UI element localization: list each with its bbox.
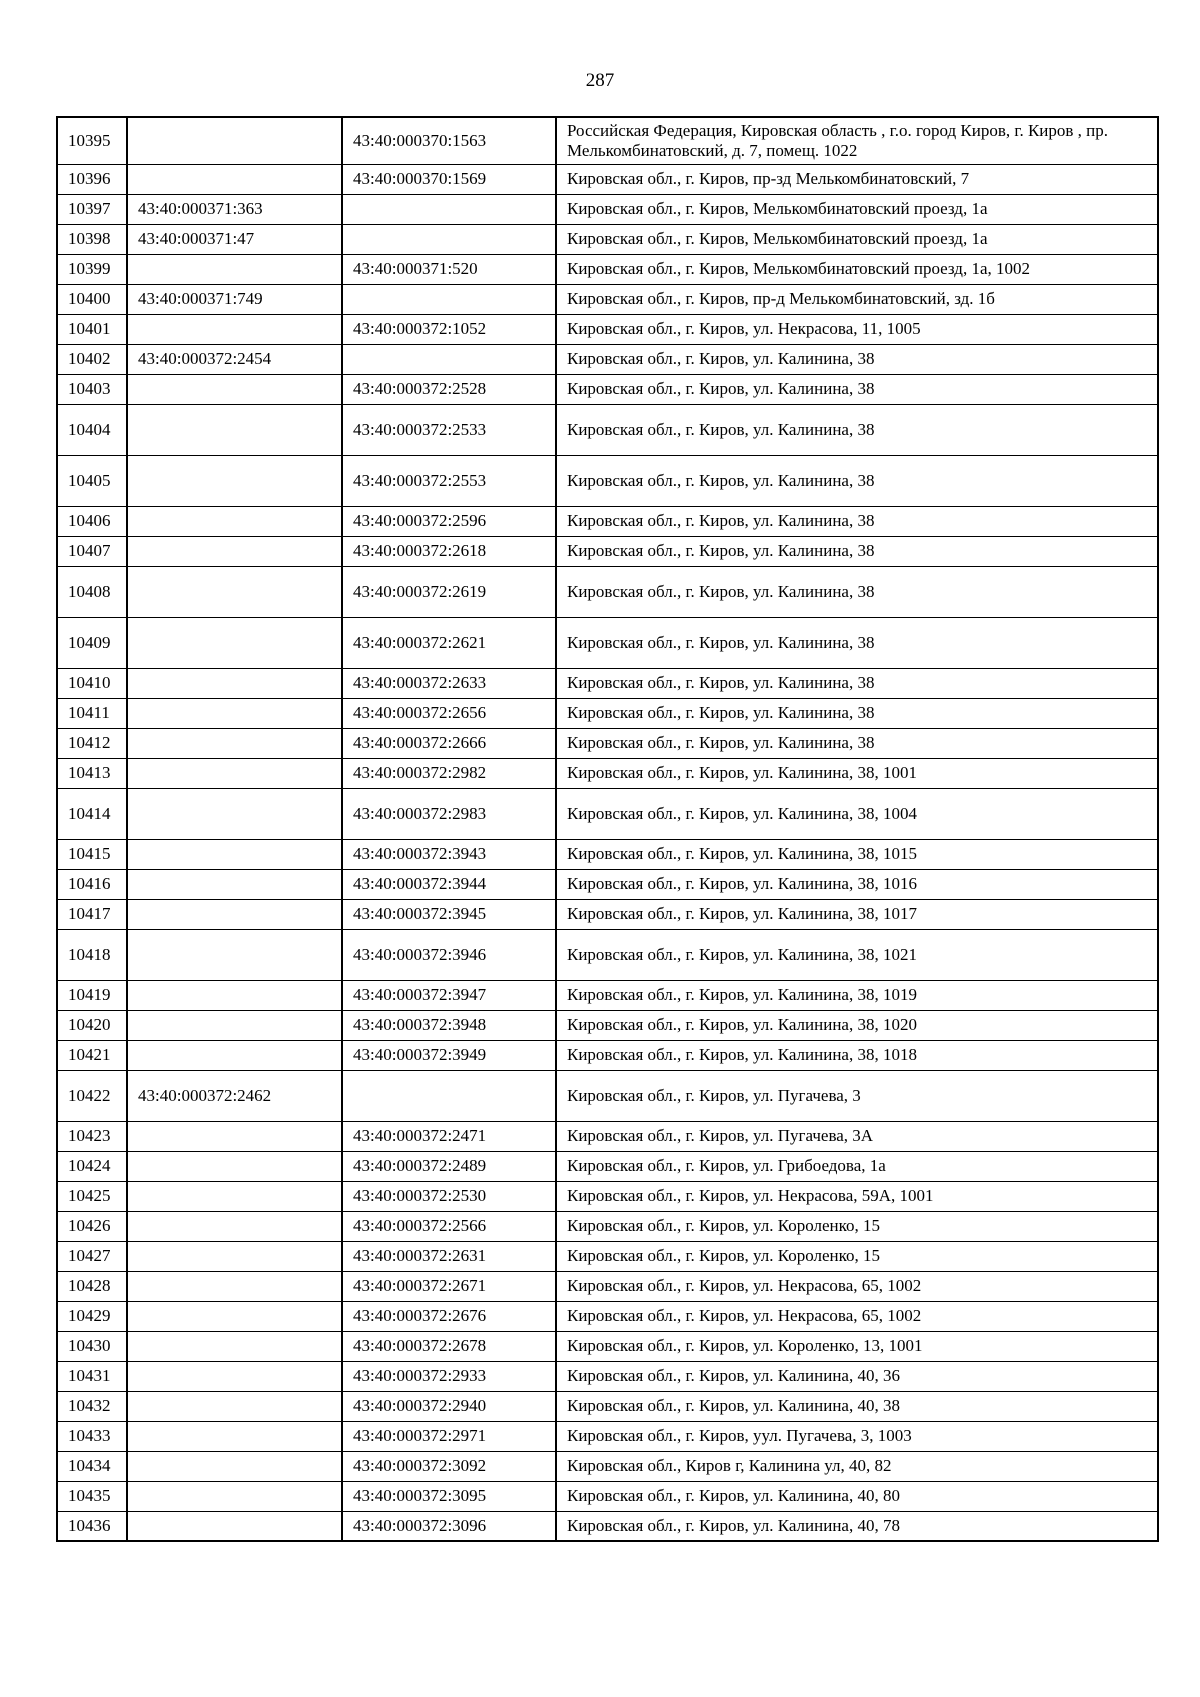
address-cell: Кировская обл., г. Киров, ул. Калинина, 38, 1018 — [556, 1040, 1158, 1070]
cadastral-number-cell — [127, 314, 342, 344]
premises-cadastral-number-cell: 43:40:000372:2533 — [342, 404, 556, 455]
row-number-cell: 10424 — [57, 1151, 127, 1181]
row-number-cell: 10426 — [57, 1211, 127, 1241]
cadastral-number-cell — [127, 1271, 342, 1301]
row-number-cell: 10433 — [57, 1421, 127, 1451]
premises-cadastral-number-cell: 43:40:000372:2471 — [342, 1121, 556, 1151]
row-number-cell: 10410 — [57, 668, 127, 698]
cadastral-number-cell — [127, 566, 342, 617]
premises-cadastral-number-cell: 43:40:000372:2933 — [342, 1361, 556, 1391]
table-row — [57, 1511, 1158, 1541]
row-number-cell: 10396 — [57, 164, 127, 194]
address-cell: Кировская обл., г. Киров, ул. Калинина, 40, 36 — [556, 1361, 1158, 1391]
premises-cadastral-number-cell: 43:40:000372:2619 — [342, 566, 556, 617]
table-row — [57, 1421, 1158, 1451]
address-cell: Кировская обл., г. Киров, ул. Некрасова, 11, 1005 — [556, 314, 1158, 344]
table-row — [57, 1481, 1158, 1511]
cadastral-number-cell — [127, 1151, 342, 1181]
cadastral-number-cell — [127, 788, 342, 839]
table-row — [57, 1121, 1158, 1151]
address-cell: Кировская обл., г. Киров, Мелькомбинатовский проезд, 1а, 1002 — [556, 254, 1158, 284]
cadastral-number-cell — [127, 899, 342, 929]
row-number-cell: 10406 — [57, 506, 127, 536]
cadastral-number-cell: 43:40:000371:749 — [127, 284, 342, 314]
premises-cadastral-number-cell: 43:40:000372:2971 — [342, 1421, 556, 1451]
row-number-cell: 10416 — [57, 869, 127, 899]
premises-cadastral-number-cell: 43:40:000372:2983 — [342, 788, 556, 839]
table-row — [57, 899, 1158, 929]
cadastral-number-cell — [127, 1301, 342, 1331]
registry-table — [56, 116, 1159, 1542]
row-number-cell: 10430 — [57, 1331, 127, 1361]
table-row — [57, 1181, 1158, 1211]
premises-cadastral-number-cell: 43:40:000372:3948 — [342, 1010, 556, 1040]
cadastral-number-cell — [127, 1040, 342, 1070]
cadastral-number-cell — [127, 929, 342, 980]
table-row — [57, 698, 1158, 728]
row-number-cell: 10422 — [57, 1070, 127, 1121]
address-cell: Кировская обл., г. Киров, Мелькомбинатовский проезд, 1а — [556, 194, 1158, 224]
address-cell: Кировская обл., г. Киров, ул. Калинина, 38, 1020 — [556, 1010, 1158, 1040]
row-number-cell: 10395 — [57, 117, 127, 164]
premises-cadastral-number-cell: 43:40:000372:1052 — [342, 314, 556, 344]
address-cell: Кировская обл., г. Киров, ул. Пугачева, 3 — [556, 1070, 1158, 1121]
premises-cadastral-number-cell: 43:40:000372:2553 — [342, 455, 556, 506]
premises-cadastral-number-cell: 43:40:000372:2621 — [342, 617, 556, 668]
premises-cadastral-number-cell: 43:40:000372:2633 — [342, 668, 556, 698]
row-number-cell: 10432 — [57, 1391, 127, 1421]
row-number-cell: 10420 — [57, 1010, 127, 1040]
row-number-cell: 10405 — [57, 455, 127, 506]
table-row — [57, 1451, 1158, 1481]
row-number-cell: 10407 — [57, 536, 127, 566]
row-number-cell: 10427 — [57, 1241, 127, 1271]
premises-cadastral-number-cell: 43:40:000372:2528 — [342, 374, 556, 404]
premises-cadastral-number-cell — [342, 344, 556, 374]
table-row — [57, 1151, 1158, 1181]
cadastral-number-cell — [127, 536, 342, 566]
cadastral-number-cell — [127, 758, 342, 788]
cadastral-number-cell — [127, 1451, 342, 1481]
address-cell: Кировская обл., г. Киров, ул. Калинина, 38, 1021 — [556, 929, 1158, 980]
row-number-cell: 10408 — [57, 566, 127, 617]
table-row — [57, 668, 1158, 698]
cadastral-number-cell — [127, 1511, 342, 1541]
premises-cadastral-number-cell: 43:40:000370:1563 — [342, 117, 556, 164]
row-number-cell: 10412 — [57, 728, 127, 758]
premises-cadastral-number-cell: 43:40:000372:3943 — [342, 839, 556, 869]
table-row — [57, 617, 1158, 668]
cadastral-number-cell: 43:40:000371:363 — [127, 194, 342, 224]
row-number-cell: 10434 — [57, 1451, 127, 1481]
cadastral-number-cell — [127, 617, 342, 668]
cadastral-number-cell — [127, 254, 342, 284]
cadastral-number-cell — [127, 164, 342, 194]
table-row — [57, 194, 1158, 224]
cadastral-number-cell — [127, 1331, 342, 1361]
premises-cadastral-number-cell: 43:40:000372:2666 — [342, 728, 556, 758]
table-row — [57, 536, 1158, 566]
cadastral-number-cell — [127, 869, 342, 899]
address-cell: Кировская обл., г. Киров, ул. Калинина, 40, 80 — [556, 1481, 1158, 1511]
address-cell: Кировская обл., г. Киров, ул. Калинина, 38 — [556, 455, 1158, 506]
table-row — [57, 374, 1158, 404]
address-cell: Кировская обл., г. Киров, ул. Калинина, 38 — [556, 668, 1158, 698]
cadastral-number-cell — [127, 1181, 342, 1211]
table-row — [57, 788, 1158, 839]
address-cell: Российская Федерация, Кировская область , г.о. город Киров, г. Киров , пр. Мелькомбинатовский, д. 7, помещ. 1022 — [556, 117, 1158, 164]
table-row — [57, 117, 1158, 164]
table-row — [57, 1391, 1158, 1421]
premises-cadastral-number-cell: 43:40:000372:2618 — [342, 536, 556, 566]
premises-cadastral-number-cell: 43:40:000372:3945 — [342, 899, 556, 929]
cadastral-number-cell: 43:40:000372:2454 — [127, 344, 342, 374]
row-number-cell: 10425 — [57, 1181, 127, 1211]
premises-cadastral-number-cell — [342, 224, 556, 254]
row-number-cell: 10404 — [57, 404, 127, 455]
table-row — [57, 254, 1158, 284]
address-cell: Кировская обл., г. Киров, ул. Калинина, 38 — [556, 728, 1158, 758]
cadastral-number-cell — [127, 117, 342, 164]
premises-cadastral-number-cell: 43:40:000372:2530 — [342, 1181, 556, 1211]
cadastral-number-cell — [127, 404, 342, 455]
premises-cadastral-number-cell: 43:40:000372:3092 — [342, 1451, 556, 1481]
table-row — [57, 314, 1158, 344]
table-row — [57, 224, 1158, 254]
cadastral-number-cell — [127, 1241, 342, 1271]
cadastral-number-cell — [127, 1211, 342, 1241]
premises-cadastral-number-cell: 43:40:000372:2671 — [342, 1271, 556, 1301]
row-number-cell: 10431 — [57, 1361, 127, 1391]
row-number-cell: 10400 — [57, 284, 127, 314]
premises-cadastral-number-cell: 43:40:000372:2489 — [342, 1151, 556, 1181]
address-cell: Кировская обл., г. Киров, ул. Калинина, 38 — [556, 404, 1158, 455]
premises-cadastral-number-cell — [342, 194, 556, 224]
premises-cadastral-number-cell: 43:40:000372:3947 — [342, 980, 556, 1010]
row-number-cell: 10423 — [57, 1121, 127, 1151]
premises-cadastral-number-cell: 43:40:000370:1569 — [342, 164, 556, 194]
address-cell: Кировская обл., г. Киров, ул. Калинина, 38, 1017 — [556, 899, 1158, 929]
table-row — [57, 404, 1158, 455]
premises-cadastral-number-cell: 43:40:000371:520 — [342, 254, 556, 284]
address-cell: Кировская обл., г. Киров, ул. Калинина, 38, 1004 — [556, 788, 1158, 839]
cadastral-number-cell — [127, 668, 342, 698]
table-row — [57, 506, 1158, 536]
address-cell: Кировская обл., г. Киров, ул. Калинина, 38 — [556, 506, 1158, 536]
premises-cadastral-number-cell: 43:40:000372:2678 — [342, 1331, 556, 1361]
row-number-cell: 10399 — [57, 254, 127, 284]
cadastral-number-cell — [127, 1481, 342, 1511]
address-cell: Кировская обл., г. Киров, ул. Некрасова, 59А, 1001 — [556, 1181, 1158, 1211]
address-cell: Кировская обл., г. Киров, ул. Некрасова, 65, 1002 — [556, 1301, 1158, 1331]
premises-cadastral-number-cell: 43:40:000372:2940 — [342, 1391, 556, 1421]
registry-body — [57, 117, 1158, 1541]
address-cell: Кировская обл., г. Киров, ул. Калинина, 40, 38 — [556, 1391, 1158, 1421]
table-row — [57, 980, 1158, 1010]
cadastral-number-cell — [127, 1391, 342, 1421]
address-cell: Кировская обл., г. Киров, ул. Калинина, 38 — [556, 536, 1158, 566]
address-cell: Кировская обл., г. Киров, ул. Короленко, 13, 1001 — [556, 1331, 1158, 1361]
premises-cadastral-number-cell: 43:40:000372:2566 — [342, 1211, 556, 1241]
row-number-cell: 10435 — [57, 1481, 127, 1511]
row-number-cell: 10409 — [57, 617, 127, 668]
table-row — [57, 1040, 1158, 1070]
row-number-cell: 10398 — [57, 224, 127, 254]
row-number-cell: 10402 — [57, 344, 127, 374]
premises-cadastral-number-cell: 43:40:000372:2631 — [342, 1241, 556, 1271]
address-cell: Кировская обл., г. Киров, ул. Калинина, 38 — [556, 698, 1158, 728]
table-row — [57, 566, 1158, 617]
premises-cadastral-number-cell: 43:40:000372:2596 — [342, 506, 556, 536]
row-number-cell: 10429 — [57, 1301, 127, 1331]
premises-cadastral-number-cell — [342, 1070, 556, 1121]
cadastral-number-cell — [127, 1361, 342, 1391]
premises-cadastral-number-cell: 43:40:000372:2676 — [342, 1301, 556, 1331]
table-row — [57, 1010, 1158, 1040]
cadastral-number-cell — [127, 1010, 342, 1040]
premises-cadastral-number-cell: 43:40:000372:2656 — [342, 698, 556, 728]
address-cell: Кировская обл., г. Киров, ул. Калинина, 38 — [556, 617, 1158, 668]
address-cell: Кировская обл., г. Киров, ул. Короленко, 15 — [556, 1211, 1158, 1241]
table-row — [57, 164, 1158, 194]
address-cell: Кировская обл., г. Киров, ул. Калинина, 38 — [556, 566, 1158, 617]
address-cell: Кировская обл., г. Киров, Мелькомбинатовский проезд, 1а — [556, 224, 1158, 254]
premises-cadastral-number-cell — [342, 284, 556, 314]
address-cell: Кировская обл., г. Киров, пр-зд Мелькомбинатовский, 7 — [556, 164, 1158, 194]
premises-cadastral-number-cell: 43:40:000372:3944 — [342, 869, 556, 899]
row-number-cell: 10417 — [57, 899, 127, 929]
address-cell: Кировская обл., г. Киров, ул. Пугачева, 3А — [556, 1121, 1158, 1151]
row-number-cell: 10428 — [57, 1271, 127, 1301]
address-cell: Кировская обл., г. Киров, ул. Калинина, 38 — [556, 344, 1158, 374]
address-cell: Кировская обл., г. Киров, ул. Калинина, 40, 78 — [556, 1511, 1158, 1541]
table-row — [57, 758, 1158, 788]
page-number: 287 — [585, 70, 615, 91]
row-number-cell: 10419 — [57, 980, 127, 1010]
row-number-cell: 10418 — [57, 929, 127, 980]
table-row — [57, 1070, 1158, 1121]
table-row — [57, 284, 1158, 314]
address-cell: Кировская обл., г. Киров, ул. Калинина, 38, 1016 — [556, 869, 1158, 899]
address-cell: Кировская обл., г. Киров, ул. Калинина, 38, 1001 — [556, 758, 1158, 788]
row-number-cell: 10421 — [57, 1040, 127, 1070]
table-row — [57, 1211, 1158, 1241]
table-row — [57, 929, 1158, 980]
address-cell: Кировская обл., г. Киров, ул. Грибоедова, 1а — [556, 1151, 1158, 1181]
address-cell: Кировская обл., г. Киров, ул. Некрасова, 65, 1002 — [556, 1271, 1158, 1301]
cadastral-number-cell — [127, 698, 342, 728]
cadastral-number-cell — [127, 1421, 342, 1451]
table-row — [57, 1301, 1158, 1331]
row-number-cell: 10436 — [57, 1511, 127, 1541]
premises-cadastral-number-cell: 43:40:000372:3946 — [342, 929, 556, 980]
row-number-cell: 10411 — [57, 698, 127, 728]
address-cell: Кировская обл., г. Киров, ул. Калинина, 38 — [556, 374, 1158, 404]
table-row — [57, 455, 1158, 506]
address-cell: Кировская обл., г. Киров, уул. Пугачева, 3, 1003 — [556, 1421, 1158, 1451]
cadastral-number-cell — [127, 374, 342, 404]
table-row — [57, 1271, 1158, 1301]
address-cell: Кировская обл., г. Киров, ул. Калинина, 38, 1015 — [556, 839, 1158, 869]
row-number-cell: 10397 — [57, 194, 127, 224]
row-number-cell: 10401 — [57, 314, 127, 344]
row-number-cell: 10415 — [57, 839, 127, 869]
row-number-cell: 10403 — [57, 374, 127, 404]
address-cell: Кировская обл., г. Киров, ул. Калинина, 38, 1019 — [556, 980, 1158, 1010]
table-row — [57, 728, 1158, 758]
table-row — [57, 1241, 1158, 1271]
cadastral-number-cell — [127, 506, 342, 536]
table-row — [57, 344, 1158, 374]
premises-cadastral-number-cell: 43:40:000372:3096 — [342, 1511, 556, 1541]
table-row — [57, 1361, 1158, 1391]
table-row — [57, 1331, 1158, 1361]
table-row — [57, 839, 1158, 869]
premises-cadastral-number-cell: 43:40:000372:3949 — [342, 1040, 556, 1070]
address-cell: Кировская обл., Киров г, Калинина ул, 40, 82 — [556, 1451, 1158, 1481]
table-row — [57, 869, 1158, 899]
address-cell: Кировская обл., г. Киров, ул. Короленко, 15 — [556, 1241, 1158, 1271]
premises-cadastral-number-cell: 43:40:000372:2982 — [342, 758, 556, 788]
premises-cadastral-number-cell: 43:40:000372:3095 — [342, 1481, 556, 1511]
cadastral-number-cell — [127, 728, 342, 758]
address-cell: Кировская обл., г. Киров, пр-д Мелькомбинатовский, зд. 1б — [556, 284, 1158, 314]
cadastral-number-cell — [127, 980, 342, 1010]
cadastral-number-cell — [127, 839, 342, 869]
row-number-cell: 10414 — [57, 788, 127, 839]
cadastral-number-cell: 43:40:000371:47 — [127, 224, 342, 254]
cadastral-number-cell — [127, 1121, 342, 1151]
cadastral-number-cell — [127, 455, 342, 506]
row-number-cell: 10413 — [57, 758, 127, 788]
cadastral-number-cell: 43:40:000372:2462 — [127, 1070, 342, 1121]
